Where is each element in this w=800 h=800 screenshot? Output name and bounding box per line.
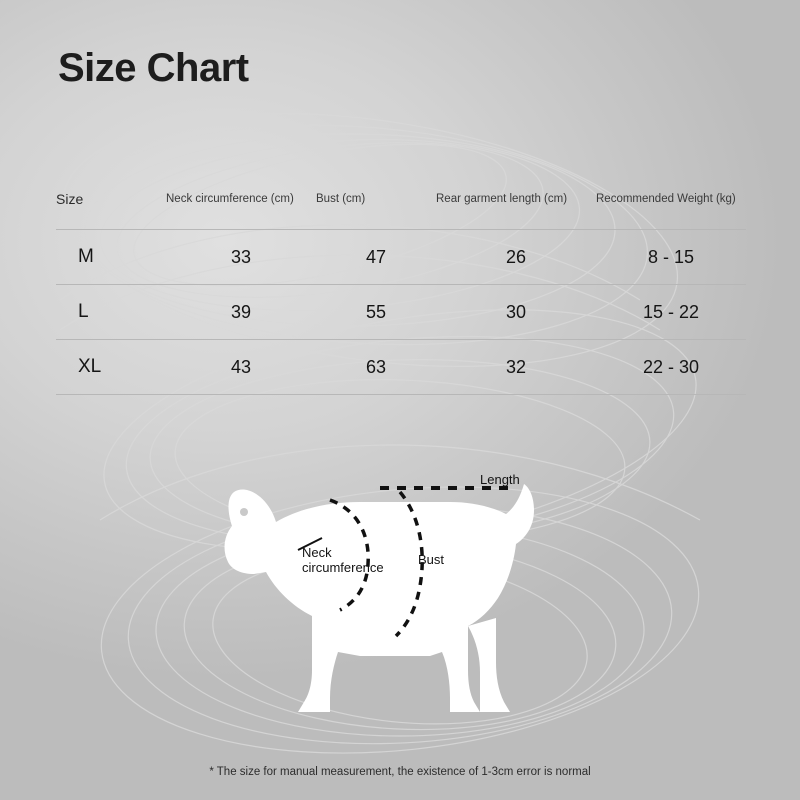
annotation-length: Length [480, 472, 520, 487]
cell-length: 26 [505, 246, 527, 267]
cell-size: M [78, 246, 94, 267]
cell-weight: 22 - 30 [642, 356, 700, 377]
cell-bust: 63 [365, 356, 387, 377]
table-header-row [56, 170, 746, 230]
cell-neck: 43 [230, 356, 252, 377]
column-header-neck: Neck circumference (cm) [166, 193, 294, 205]
cell-length: 32 [505, 356, 527, 377]
cell-bust: 47 [365, 246, 387, 267]
footnote: * The size for manual measurement, the existence of 1-3cm error is normal [209, 766, 591, 778]
dog-silhouette-icon [180, 440, 640, 750]
cell-weight: 15 - 22 [642, 301, 700, 322]
cell-length: 30 [505, 301, 527, 322]
table-row [56, 285, 746, 340]
cell-bust: 55 [365, 301, 387, 322]
column-header-size: Size [56, 191, 84, 207]
cell-size: XL [78, 356, 102, 377]
cell-neck: 33 [230, 246, 252, 267]
cell-size: L [78, 301, 89, 322]
column-header-bust: Bust (cm) [316, 193, 366, 205]
annotation-bust: Bust [418, 552, 445, 567]
size-table [56, 170, 746, 395]
annotation-neck-circumference: Neck circumference [302, 545, 384, 575]
table-row [56, 230, 746, 285]
page-title: Size Chart [58, 46, 249, 90]
table-row [56, 340, 746, 395]
cell-weight: 8 - 15 [647, 246, 695, 267]
column-header-length: Rear garment length (cm) [436, 193, 568, 205]
dog-measurement-illustration [180, 440, 640, 750]
cell-neck: 39 [230, 301, 252, 322]
column-header-weight: Recommended Weight (kg) [596, 193, 736, 205]
